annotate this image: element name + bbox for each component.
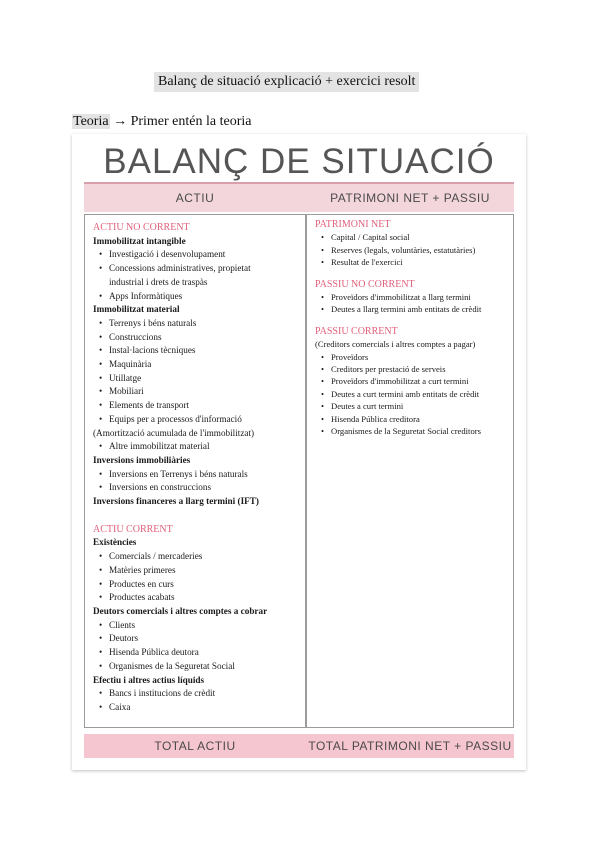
current-assets-title: ACTIU CORRENT xyxy=(93,523,173,535)
list-item: • Concessions administratives, propietat xyxy=(93,262,305,276)
list-item: • Apps Informàtiques xyxy=(93,290,305,304)
list-item: • Utillatge xyxy=(93,372,305,386)
receivables-title: Deutors comercials i altres comptes a cobrar xyxy=(93,605,268,616)
equity-liabilities-header: PATRIMONI NET + PASSIU xyxy=(330,191,490,205)
current-liabilities-title: PASSIU CORRENT xyxy=(315,325,398,337)
non-current-assets-title: ACTIU NO CORRENT xyxy=(93,222,190,233)
list-item: • Productes acabats xyxy=(93,591,305,605)
list-item: • Productes en curs xyxy=(93,578,305,592)
list-item: • Comercials / mercaderies xyxy=(93,550,305,564)
balance-sheet-card xyxy=(72,134,526,770)
list-item: • Deutes a curt termini amb entitats de crèdit xyxy=(315,388,513,400)
list-item: • Proveïdors d'immobilitzat a curt termini xyxy=(315,375,513,387)
column-header-band xyxy=(84,182,514,212)
list-item: • Instal·lacions tècniques xyxy=(93,344,305,358)
intangible-title: Immobilitzat intangible xyxy=(93,235,186,246)
list-item: • Capital / Capital social xyxy=(315,231,513,243)
list-item: • Clients xyxy=(93,619,305,633)
total-assets: TOTAL ACTIU xyxy=(154,739,236,753)
list-item: • Proveïdors xyxy=(315,351,513,363)
list-item: • Deutes a llarg termini amb entitats de crèdit xyxy=(315,303,513,315)
list-item: • Altre immobilitzat material xyxy=(93,440,305,454)
list-item: • Caixa xyxy=(93,701,305,715)
inventories-title: Existències xyxy=(93,537,137,548)
list-item: • Resultat de l'exercici xyxy=(315,256,513,268)
amortization-line: (Amortització acumulada de l'immobilitzat) xyxy=(93,427,255,438)
list-item: • Inversions en Terrenys i béns naturals xyxy=(93,468,305,482)
list-item-continuation: industrial i drets de traspàs xyxy=(109,276,208,287)
cash-title: Efectiu i altres actius líquids xyxy=(93,674,205,685)
equity-title: PATRIMONI NET xyxy=(315,219,391,230)
non-current-liabilities-title: PASSIU NO CORRENT xyxy=(315,278,415,290)
list-item: • Bancs i institucions de crèdit xyxy=(93,687,305,701)
assets-column xyxy=(84,214,306,728)
arrow-icon: → xyxy=(113,114,128,129)
list-item: • Terrenys i béns naturals xyxy=(93,317,305,331)
total-equity-liabilities: TOTAL PATRIMONI NET + PASSIU xyxy=(308,739,512,753)
real-estate-investments-title: Inversions immobiliàries xyxy=(93,454,191,465)
list-item: • Inversions en construccions xyxy=(93,481,305,495)
list-item: • Equips per a processos d'informació xyxy=(93,413,305,427)
list-item: • Organismes de la Seguretat Social creditors xyxy=(315,425,513,437)
list-item: • Construccions xyxy=(93,331,305,345)
list-item: • Proveïdors d'immobilitzat a llarg termini xyxy=(315,291,513,303)
list-item: • Reserves (legals, voluntàries, estatutàries) xyxy=(315,244,513,256)
list-item: • Hisenda Pública deutora xyxy=(93,646,305,660)
section-label: Teoria xyxy=(73,114,109,129)
list-item: • Hisenda Pública creditora xyxy=(315,413,513,425)
list-item: • Investigació i desenvolupament xyxy=(93,248,305,262)
list-item: • Deutes a curt termini xyxy=(315,400,513,412)
list-item: • Creditors per prestació de serveis xyxy=(315,363,513,375)
equity-liabilities-column xyxy=(306,214,514,728)
document-title: Balanç de situació explicació + exercici resolt xyxy=(154,72,419,92)
current-liabilities-subtitle: (Creditors comercials i altres comptes a pagar) xyxy=(315,339,476,350)
list-item: • Organismes de la Seguretat Social xyxy=(93,660,305,674)
totals-band xyxy=(84,734,514,758)
list-item: • Matèries primeres xyxy=(93,564,305,578)
list-item: • Mobiliari xyxy=(93,385,305,399)
long-term-investments-title: Inversions financeres a llarg termini (IFT) xyxy=(93,496,259,507)
section-heading xyxy=(72,112,251,132)
balance-sheet-title: BALANÇ DE SITUACIÓ xyxy=(103,142,495,181)
assets-header: ACTIU xyxy=(175,191,215,205)
material-title: Immobilitzat material xyxy=(93,304,180,315)
list-item: • Deutors xyxy=(93,632,305,646)
list-item: • Maquinària xyxy=(93,358,305,372)
section-text: Primer entén la teoria xyxy=(130,114,252,129)
list-item: • Elements de transport xyxy=(93,399,305,413)
